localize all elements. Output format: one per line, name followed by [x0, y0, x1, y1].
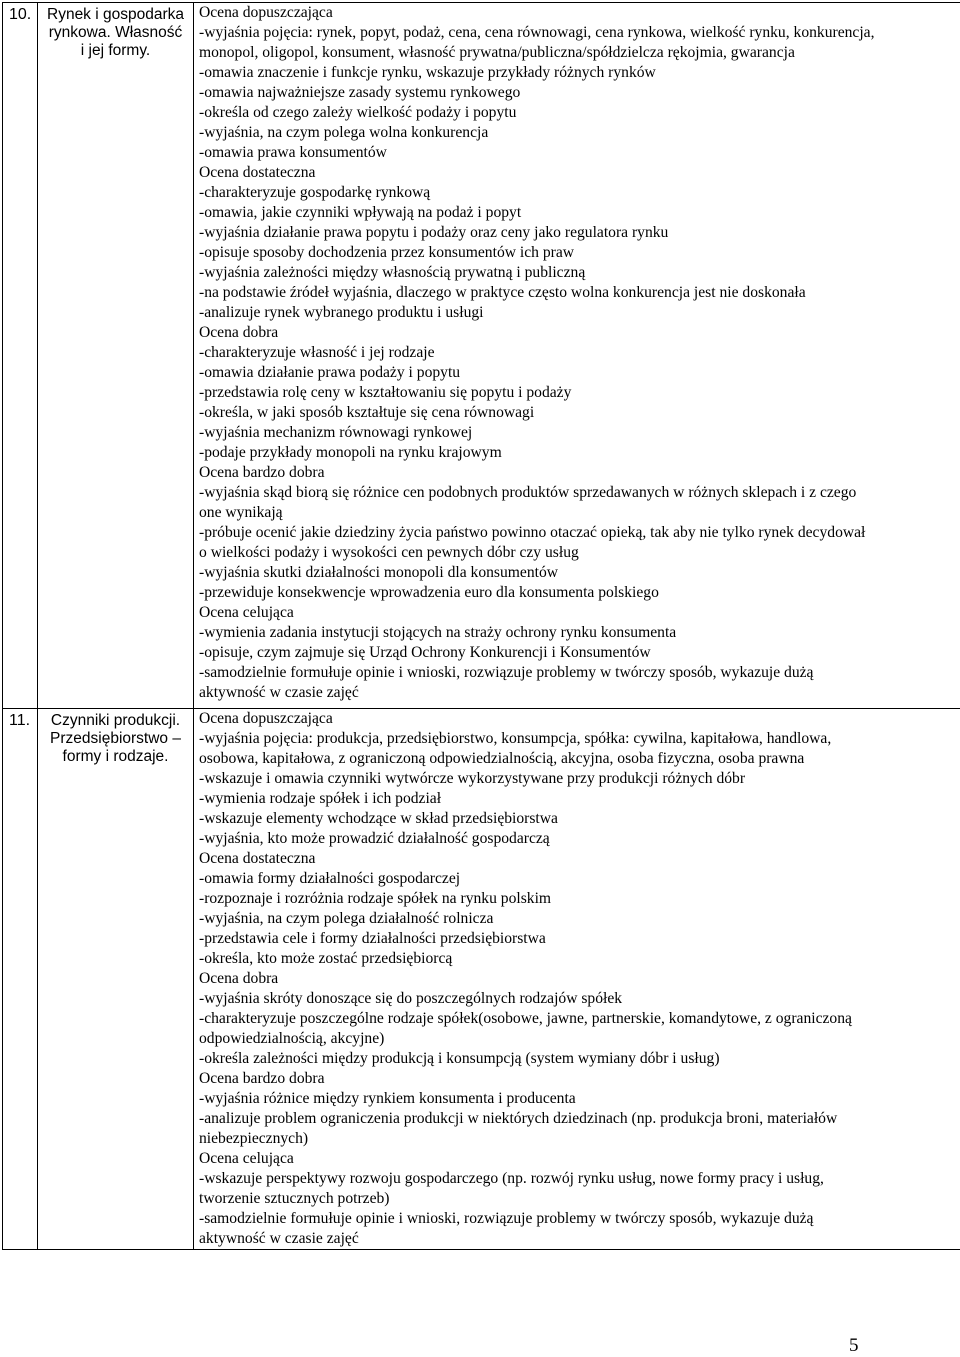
- topic-line: Czynniki produkcji.: [40, 712, 191, 730]
- requirement-line: -na podstawie źródeł wyjaśnia, dlaczego w praktyce często wolna konkurencja jest nie doskonała: [199, 283, 957, 303]
- requirement-line: -określa zależności między produkcją i konsumpcją (system wymiany dóbr i usług): [199, 1049, 957, 1069]
- grade-heading: Ocena celująca: [199, 1149, 957, 1169]
- grade-heading: Ocena bardzo dobra: [199, 1069, 957, 1089]
- requirement-line: -wskazuje i omawia czynniki wytwórcze wykorzystywane przy produkcji różnych dóbr: [199, 769, 957, 789]
- requirement-line: tworzenie sztucznych potrzeb): [199, 1189, 957, 1209]
- requirement-line: niebezpiecznych): [199, 1129, 957, 1149]
- curriculum-table: [2, 2, 960, 1250]
- requirement-line: -wyjaśnia skąd biorą się różnice cen podobnych produktów sprzedawanych w różnych sklepach i z czego: [199, 483, 957, 503]
- requirement-line: -próbuje ocenić jakie dziedziny życia państwo powinno otaczać opieką, tak aby nie tylko rynek decydował: [199, 523, 957, 543]
- requirement-line: -określa, w jaki sposób kształtuje się cena równowagi: [199, 403, 957, 423]
- requirements-list: [194, 3, 960, 703]
- grade-heading: Ocena celująca: [199, 603, 957, 623]
- requirement-line: aktywność w czasie zajęć: [199, 683, 957, 703]
- requirement-line: -analizuje problem ograniczenia produkcji w niektórych dziedzinach (np. produkcja broni, materiałów: [199, 1109, 957, 1129]
- grade-heading: Ocena dostateczna: [199, 163, 957, 183]
- topic-line: Przedsiębiorstwo –: [40, 730, 191, 748]
- requirement-line: -omawia znaczenie i funkcje rynku, wskazuje przykłady różnych rynków: [199, 63, 957, 83]
- requirement-line: -określa, kto może zostać przedsiębiorcą: [199, 949, 957, 969]
- requirement-line: -określa od czego zależy wielkość podaży i popytu: [199, 103, 957, 123]
- requirement-line: -przewiduje konsekwencje wprowadzenia euro dla konsumenta polskiego: [199, 583, 957, 603]
- requirement-line: -omawia działanie prawa podaży i popytu: [199, 363, 957, 383]
- topic-title: [38, 3, 193, 60]
- page-number: 5: [849, 1335, 859, 1357]
- grade-heading: Ocena dobra: [199, 969, 957, 989]
- requirements-cell: [194, 3, 960, 709]
- table-row: [3, 3, 960, 709]
- requirement-line: -omawia prawa konsumentów: [199, 143, 957, 163]
- requirement-line: -wyjaśnia pojęcia: rynek, popyt, podaż, cena, cena równowagi, cena rynkowa, wielkość rynku, konkurencja,: [199, 23, 957, 43]
- requirement-line: -omawia formy działalności gospodarczej: [199, 869, 957, 889]
- requirement-line: -opisuje sposoby dochodzenia przez konsumentów ich praw: [199, 243, 957, 263]
- requirement-line: -samodzielnie formułuje opinie i wnioski, rozwiązuje problemy w twórczy sposób, wykazuje dużą: [199, 663, 957, 683]
- requirement-line: -analizuje rynek wybranego produktu i usługi: [199, 303, 957, 323]
- requirement-line: -wyjaśnia zależności między własnością prywatną i publiczną: [199, 263, 957, 283]
- requirement-line: osobowa, kapitałowa, z ograniczoną odpowiedzialnością, akcyjna, osoba fizyczna, osoba prawna: [199, 749, 957, 769]
- grade-heading: Ocena dopuszczająca: [199, 709, 957, 729]
- requirement-line: -wyjaśnia skróty donoszące się do poszczególnych rodzajów spółek: [199, 989, 957, 1009]
- row-number: 11.: [3, 709, 37, 731]
- requirement-line: monopol, oligopol, konsument, własność prywatna/publiczna/spółdzielcza rękojmia, gwarancja: [199, 43, 957, 63]
- topic-title: [38, 709, 193, 766]
- table-row: [3, 709, 960, 1250]
- requirement-line: -wymienia zadania instytucji stojących na straży ochrony rynku konsumenta: [199, 623, 957, 643]
- requirement-line: -wyjaśnia działanie prawa popytu i podaży oraz ceny jako regulatora rynku: [199, 223, 957, 243]
- requirement-line: -wyjaśnia, kto może prowadzić działalność gospodarczą: [199, 829, 957, 849]
- requirements-list: [194, 709, 960, 1249]
- requirement-line: -wskazuje elementy wchodzące w skład przedsiębiorstwa: [199, 809, 957, 829]
- requirement-line: -wskazuje perspektywy rozwoju gospodarczego (np. rozwój rynku usług, nowe formy pracy i usług,: [199, 1169, 957, 1189]
- topic-line: Rynek i gospodarka: [40, 6, 191, 24]
- requirement-line: -podaje przykłady monopoli na rynku krajowym: [199, 443, 957, 463]
- requirement-line: -rozpoznaje i rozróżnia rodzaje spółek na rynku polskim: [199, 889, 957, 909]
- requirement-line: o wielkości podaży i wysokości cen pewnych dóbr czy usług: [199, 543, 957, 563]
- requirement-line: -charakteryzuje poszczególne rodzaje spółek(osobowe, jawne, partnerskie, komandytowe, z ograniczoną: [199, 1009, 957, 1029]
- grade-heading: Ocena dopuszczająca: [199, 3, 957, 23]
- requirement-line: -przedstawia rolę ceny w kształtowaniu się popytu i podaży: [199, 383, 957, 403]
- requirement-line: -wyjaśnia różnice między rynkiem konsumenta i producenta: [199, 1089, 957, 1109]
- requirement-line: -wyjaśnia pojęcia: produkcja, przedsiębiorstwo, konsumpcja, spółka: cywilna, kapitałowa, handlowa,: [199, 729, 957, 749]
- topic-cell: [38, 3, 194, 709]
- requirement-line: -wymienia rodzaje spółek i ich podział: [199, 789, 957, 809]
- requirement-line: -charakteryzuje gospodarkę rynkową: [199, 183, 957, 203]
- topic-cell: [38, 709, 194, 1250]
- requirement-line: aktywność w czasie zajęć: [199, 1229, 957, 1249]
- requirement-line: -przedstawia cele i formy działalności przedsiębiorstwa: [199, 929, 957, 949]
- grade-heading: Ocena dostateczna: [199, 849, 957, 869]
- topic-line: i jej formy.: [40, 42, 191, 60]
- requirement-line: -wyjaśnia, na czym polega wolna konkurencja: [199, 123, 957, 143]
- requirements-cell: [194, 709, 960, 1250]
- requirement-line: one wynikają: [199, 503, 957, 523]
- requirement-line: -wyjaśnia mechanizm równowagi rynkowej: [199, 423, 957, 443]
- requirement-line: -omawia, jakie czynniki wpływają na podaż i popyt: [199, 203, 957, 223]
- requirement-line: -opisuje, czym zajmuje się Urząd Ochrony Konkurencji i Konsumentów: [199, 643, 957, 663]
- topic-line: rynkowa. Własność: [40, 24, 191, 42]
- grade-heading: Ocena bardzo dobra: [199, 463, 957, 483]
- row-number: 10.: [3, 3, 37, 25]
- requirement-line: -omawia najważniejsze zasady systemu rynkowego: [199, 83, 957, 103]
- requirement-line: odpowiedzialnością, akcyjne): [199, 1029, 957, 1049]
- topic-line: formy i rodzaje.: [40, 748, 191, 766]
- row-number-cell: [3, 709, 38, 1250]
- requirement-line: -samodzielnie formułuje opinie i wnioski, rozwiązuje problemy w twórczy sposób, wykazuje dużą: [199, 1209, 957, 1229]
- requirement-line: -charakteryzuje własność i jej rodzaje: [199, 343, 957, 363]
- row-number-cell: [3, 3, 38, 709]
- grade-heading: Ocena dobra: [199, 323, 957, 343]
- requirement-line: -wyjaśnia, na czym polega działalność rolnicza: [199, 909, 957, 929]
- requirement-line: -wyjaśnia skutki działalności monopoli dla konsumentów: [199, 563, 957, 583]
